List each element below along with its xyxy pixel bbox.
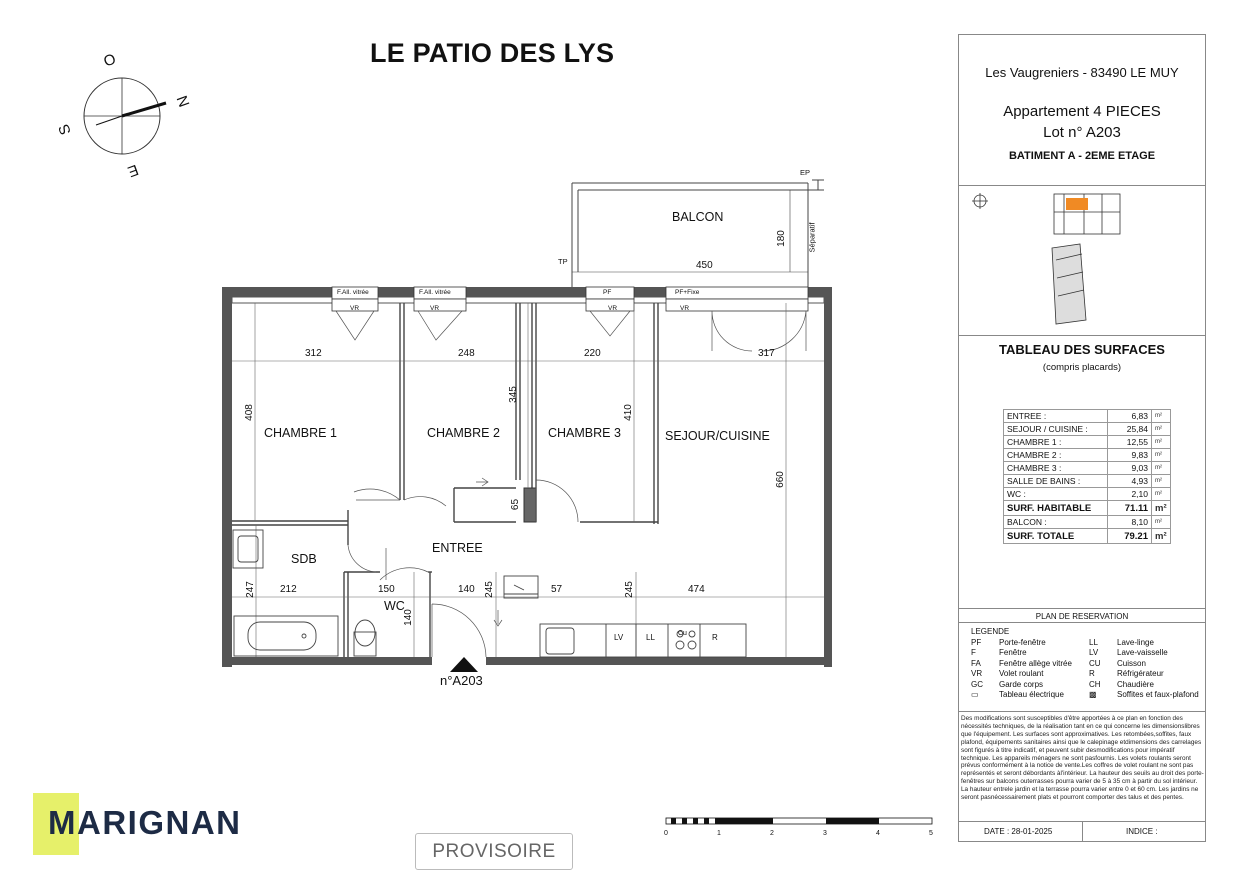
table-subtitle: (compris placards) xyxy=(1042,362,1122,373)
dim-65: 65 xyxy=(510,498,522,511)
entry-marker-icon xyxy=(450,657,478,672)
dim-57: 57 xyxy=(551,584,563,595)
address: Les Vaugreniers - 83490 LE MUY xyxy=(985,65,1179,80)
dim-212: 212 xyxy=(280,584,297,595)
plan-type: PLAN DE RESERVATION xyxy=(1035,612,1129,621)
dim-408: 408 xyxy=(243,404,255,421)
legend-left xyxy=(971,638,1072,700)
compass-e: E xyxy=(125,160,141,181)
scale-bar xyxy=(666,818,932,824)
label-vr-2: VR xyxy=(430,305,440,312)
table-row: ENTREE : 6,83 m² xyxy=(1004,410,1171,423)
plan-indice: INDICE : xyxy=(1126,827,1158,836)
table-row: CHAMBRE 1 : 12,55 m² xyxy=(1004,436,1171,449)
legend-item: LL Lave-linge xyxy=(1089,638,1154,647)
legend-item: R Réfrigérateur xyxy=(1089,669,1164,679)
legend-right xyxy=(1089,638,1199,700)
dim-345: 345 xyxy=(507,386,519,403)
dim-balcon-h: 180 xyxy=(775,230,787,247)
dim-balcon-w: 450 xyxy=(696,260,713,271)
dim-245b: 245 xyxy=(623,581,635,598)
entry-label: n°A203 xyxy=(440,673,483,688)
scale-tick-0: 0 xyxy=(664,830,668,837)
door-swings xyxy=(348,478,578,657)
legend-item: VR Volet roulant xyxy=(971,669,1044,679)
compass-n: N xyxy=(172,93,193,110)
dim-410: 410 xyxy=(622,404,634,421)
label-lv: LV xyxy=(614,633,624,642)
table-title: TABLEAU DES SURFACES xyxy=(999,342,1165,357)
label-vr-3: VR xyxy=(608,305,618,312)
dim-247: 247 xyxy=(244,581,256,598)
scale-tick-4: 4 xyxy=(876,830,880,837)
legend-item: FA Fenêtre allège vitrée xyxy=(971,658,1072,668)
exterior-walls xyxy=(222,287,832,667)
scale-tick-5: 5 xyxy=(929,830,933,837)
table-row-totale: SURF. TOTALE 79.21 m² xyxy=(1004,529,1171,544)
table-row: CHAMBRE 2 : 9,83 m² xyxy=(1004,449,1171,462)
label-fall-2: F.All. vitrée xyxy=(419,289,451,296)
dim-140a: 140 xyxy=(458,584,475,595)
table-row: SALLE DE BAINS : 4,93 m² xyxy=(1004,475,1171,488)
legend-item: CU Cuisson xyxy=(1089,658,1146,668)
table-row: CHAMBRE 3 : 9,03 m² xyxy=(1004,462,1171,475)
dim-474: 474 xyxy=(688,584,705,595)
room-chambre1: CHAMBRE 1 xyxy=(264,426,337,440)
legend-title: LEGENDE xyxy=(971,627,1010,636)
label-fall-1: F.All. vitrée xyxy=(337,289,369,296)
compass-s: S xyxy=(55,121,75,138)
label-r: R xyxy=(712,633,718,642)
table-row: SEJOUR / CUISINE : 25,84 m² xyxy=(1004,423,1171,436)
room-chambre2: CHAMBRE 2 xyxy=(427,426,500,440)
legend-item: ▭ Tableau électrique xyxy=(971,690,1064,700)
apartment-type: Appartement 4 PIECES xyxy=(1003,103,1161,120)
dim-245a: 245 xyxy=(483,581,495,598)
building-floor: BATIMENT A - 2EME ETAGE xyxy=(1008,150,1156,162)
label-vr-1: VR xyxy=(350,305,360,312)
compass-icon xyxy=(84,78,166,154)
surfaces-table xyxy=(1003,409,1171,544)
room-wc: WC xyxy=(384,599,405,613)
label-tp: TP xyxy=(558,257,568,266)
room-entree: ENTREE xyxy=(432,541,483,555)
label-separatif: Séparatif xyxy=(807,222,817,253)
legend-item: LV Lave-vaisselle xyxy=(1089,648,1168,658)
logo: MARIGNAN xyxy=(48,804,242,841)
room-chambre3: CHAMBRE 3 xyxy=(548,426,621,440)
legend-item: F Fenêtre xyxy=(971,648,1027,658)
label-cu: Cu xyxy=(678,630,687,637)
table-row: WC : 2,10 m² xyxy=(1004,488,1171,501)
dim-220: 220 xyxy=(584,348,601,359)
provisoire-stamp: PROVISOIRE xyxy=(415,833,573,870)
electrical-panel-icon: ▭ xyxy=(971,690,979,700)
table-row-balcon: BALCON : 8,10 m² xyxy=(1004,516,1171,529)
disclaimer: Des modifications sont susceptibles d'être apportées à ce plan en fonction des nécessités techniques, de la réalisation tant en ce qui concerne les dimensionslibres que l'équipement. Les surfaces sont approximatives. Les retombées,soffites, faux plafond, équipements sanitaires ainsi que le calepinage etdimensions des carrelages sont figurés à titre indicatif, et peuvent subir desmodifications pour impératif technique. Les appareils ménagers ne sont pasfournis. Les volets roulants seront prévus conformément à la notice de vente.Les coffres de volet roulant ne sont pas représentés et seront débordants àl'intérieur. La hauteur des seuils au droit des porte-fenêtres sur balcons outerrasses pourra varier de 5 à 35 cm à partir du sol intérieur. La hauteur entrele jardin et la terrasse pourra varier entre 0 et 60 cm. Les jardins ne seront pasnécessairement plats et pourront comporter des talus et des pentes. xyxy=(961,715,1204,802)
scale-tick-1: 1 xyxy=(717,830,721,837)
dim-248: 248 xyxy=(458,348,475,359)
compass-o: O xyxy=(101,50,119,71)
dim-317: 317 xyxy=(758,348,775,359)
dim-660: 660 xyxy=(774,471,786,488)
scale-tick-3: 3 xyxy=(823,830,827,837)
info-panel xyxy=(958,34,1206,842)
dim-312: 312 xyxy=(305,348,322,359)
label-pf: PF xyxy=(603,289,612,296)
scale-tick-2: 2 xyxy=(770,830,774,837)
label-ep: EP xyxy=(800,168,811,177)
label-vr-4: VR xyxy=(680,305,690,312)
legend-item: GC Garde corps xyxy=(971,679,1044,689)
legend-item: CH Chaudière xyxy=(1089,679,1154,689)
page-title: LE PATIO DES LYS xyxy=(370,38,615,68)
plan-date: DATE : 28-01-2025 xyxy=(984,827,1053,836)
room-balcon: BALCON xyxy=(672,210,724,224)
legend-item: PF Porte-fenêtre xyxy=(971,638,1046,647)
legend-item: ▩ Soffites et faux-plafond xyxy=(1089,690,1199,700)
room-sejour: SEJOUR/CUISINE xyxy=(665,429,770,443)
dim-140b: 140 xyxy=(402,609,414,626)
label-ll: LL xyxy=(646,633,655,642)
label-pf-fixe: PF+Fixe xyxy=(675,289,700,296)
room-sdb: SDB xyxy=(291,552,317,566)
soffit-icon: ▩ xyxy=(1089,690,1097,700)
dim-150: 150 xyxy=(378,584,395,595)
lot-number: Lot n° A203 xyxy=(1043,124,1121,141)
table-row-habitable: SURF. HABITABLE 71.11 m² xyxy=(1004,501,1171,516)
